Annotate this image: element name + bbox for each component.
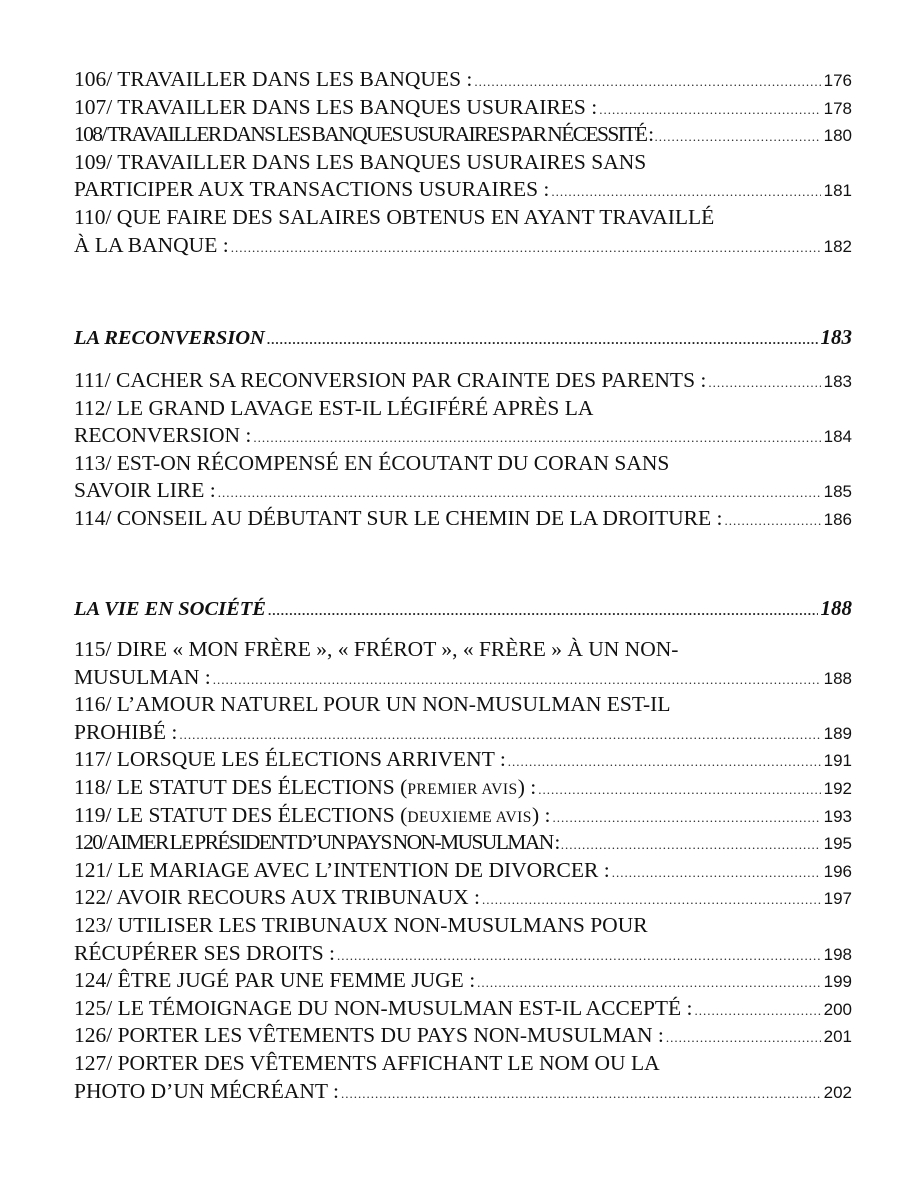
- toc-entry-page: 200: [823, 999, 852, 1019]
- toc-entry-page: 184: [823, 427, 852, 447]
- toc-entry-page: 201: [823, 1027, 852, 1047]
- toc-entry[interactable]: [74, 176, 852, 204]
- toc-entry-page: 192: [823, 778, 852, 798]
- toc-entry-title: 126/ PORTER LES VÊTEMENTS DU PAYS NON-MUSULMAN :: [74, 1023, 664, 1048]
- toc-entry-title: 110/ QUE FAIRE DES SALAIRES OBTENUS EN AYANT TRAVAILLÉ: [74, 204, 715, 229]
- toc-entry-page: 183: [823, 372, 852, 391]
- leader-dots: [253, 431, 820, 444]
- toc-entry[interactable]: [74, 995, 852, 1023]
- toc-entry-continued[interactable]: [74, 395, 852, 423]
- leader-dots: [561, 838, 821, 851]
- toc-entry-title: PROHIBÉ :: [74, 719, 178, 744]
- toc-entry-title: 125/ LE TÉMOIGNAGE DU NON-MUSULMAN EST-IL ACCEPTÉ :: [74, 995, 693, 1020]
- toc-entry-continued[interactable]: [74, 636, 852, 664]
- toc-entry-title: MUSULMAN :: [74, 664, 211, 689]
- toc-entry[interactable]: [74, 505, 852, 533]
- toc-entry-page: 191: [823, 751, 852, 771]
- toc-entry-title: 112/ LE GRAND LAVAGE EST-IL LÉGIFÉRÉ APRÈS LA: [74, 395, 594, 420]
- leader-dots: [482, 893, 821, 906]
- toc-group-societe: [74, 636, 852, 1105]
- toc-group-banques: [74, 66, 852, 259]
- toc-entry-page: 196: [823, 861, 852, 881]
- leader-dots: [655, 130, 821, 143]
- toc-entry-title: [74, 802, 550, 832]
- toc-entry-title-note: PREMIER AVIS: [407, 780, 518, 798]
- toc-entry[interactable]: [74, 857, 852, 885]
- leader-dots: [268, 604, 818, 617]
- leader-dots: [213, 673, 821, 686]
- toc-entry[interactable]: [74, 719, 852, 747]
- toc-entry[interactable]: [74, 1022, 852, 1050]
- section-heading-reconversion[interactable]: [74, 322, 852, 352]
- leader-dots: [341, 1087, 821, 1100]
- toc-entry-title: 111/ CACHER SA RECONVERSION PAR CRAINTE DES PARENTS :: [74, 368, 707, 392]
- leader-dots: [267, 333, 818, 346]
- leader-dots: [552, 811, 820, 824]
- toc-entry-page: 176: [823, 71, 852, 90]
- section-title: LA VIE EN SOCIÉTÉ: [74, 598, 266, 620]
- toc-entry-title: RECONVERSION :: [74, 423, 252, 448]
- section-title: LA RECONVERSION: [74, 327, 265, 349]
- toc-entry-page: 181: [823, 181, 852, 201]
- toc-entry-title-main: 119/ LE STATUT DES ÉLECTIONS (: [74, 802, 408, 827]
- toc-entry-title: PARTICIPER AUX TRANSACTIONS USURAIRES :: [74, 177, 550, 202]
- leader-dots: [179, 728, 820, 741]
- toc-entry-title: SAVOIR LIRE :: [74, 478, 216, 503]
- toc-entry-page: 180: [823, 126, 852, 146]
- toc-entry[interactable]: [74, 66, 852, 94]
- toc-entry[interactable]: [74, 774, 852, 802]
- toc-entry-title: 106/ TRAVAILLER DANS LES BANQUES :: [74, 67, 473, 91]
- toc-entry[interactable]: [74, 940, 852, 968]
- toc-entry-page: 188: [823, 668, 852, 688]
- toc-entry-title: 108/ TRAVAILLER DANS LES BANQUES USURAIRES PAR NÉCESSITÉ :: [74, 122, 653, 147]
- toc-entry-title: 114/ CONSEIL AU DÉBUTANT SUR LE CHEMIN DE LA DROITURE :: [74, 505, 723, 530]
- toc-entry-title-main: 118/ LE STATUT DES ÉLECTIONS (: [74, 774, 408, 799]
- leader-dots: [724, 514, 820, 527]
- leader-dots: [337, 949, 821, 962]
- toc-entry-page: 198: [823, 944, 852, 964]
- leader-dots: [538, 783, 820, 796]
- toc-entry[interactable]: [74, 477, 852, 505]
- leader-dots: [551, 185, 820, 198]
- toc-entry-page: 193: [823, 806, 852, 826]
- toc-entry-page: 185: [823, 482, 852, 502]
- section-page: 188: [820, 596, 852, 620]
- toc-entry-title-note: DEUXIEME AVIS: [407, 808, 532, 826]
- toc-entry-page: 189: [823, 723, 852, 743]
- toc-entry-page: 195: [823, 834, 852, 854]
- toc-entry-title: 120/ AIMER LE PRÉSIDENT D’UN PAYS NON-MUSULMAN :: [74, 830, 559, 855]
- toc-entry-title: RÉCUPÉRER SES DROITS :: [74, 940, 336, 965]
- leader-dots: [612, 866, 821, 879]
- toc-entry-title: 107/ TRAVAILLER DANS LES BANQUES USURAIRES :: [74, 94, 598, 119]
- toc-entry-continued[interactable]: [74, 149, 852, 177]
- toc-entry-title: 127/ PORTER DES VÊTEMENTS AFFICHANT LE NOM OU LA: [74, 1050, 660, 1075]
- toc-entry-title: [74, 774, 536, 804]
- toc-entry-page: 202: [823, 1082, 852, 1102]
- toc-entry[interactable]: [74, 829, 852, 857]
- toc-entry-title: 116/ L’AMOUR NATUREL POUR UN NON-MUSULMAN EST-IL: [74, 692, 671, 717]
- toc-entry-title: 123/ UTILISER LES TRIBUNAUX NON-MUSULMANS POUR: [74, 912, 648, 937]
- toc-entry[interactable]: [74, 967, 852, 995]
- toc-entry-title: À LA BANQUE :: [74, 232, 229, 257]
- toc-entry-page: 178: [823, 98, 852, 118]
- toc-entry-continued[interactable]: [74, 691, 852, 719]
- toc-entry-title-end: ) :: [517, 774, 537, 799]
- toc-entry-title: PHOTO D’UN MÉCRÉANT :: [74, 1078, 339, 1103]
- toc-entry[interactable]: [74, 746, 852, 774]
- toc-entry-page: 186: [823, 509, 852, 529]
- leader-dots: [695, 1004, 821, 1017]
- toc-entry-title: 117/ LORSQUE LES ÉLECTIONS ARRIVENT :: [74, 747, 506, 772]
- toc-entry-title: 109/ TRAVAILLER DANS LES BANQUES USURAIRES SANS: [74, 149, 647, 174]
- toc-entry[interactable]: [74, 367, 852, 395]
- toc-entry[interactable]: [74, 664, 852, 692]
- leader-dots: [474, 75, 820, 88]
- leader-dots: [508, 755, 821, 768]
- toc-entry-continued[interactable]: [74, 450, 852, 478]
- toc-entry-title: 115/ DIRE « MON FRÈRE », « FRÉROT », « FRÈRE » À UN NON-: [74, 637, 679, 661]
- leader-dots: [708, 376, 820, 389]
- section-heading-societe[interactable]: [74, 593, 852, 623]
- toc-entry[interactable]: [74, 232, 852, 260]
- toc-entry-title-end: ) :: [531, 802, 551, 827]
- leader-dots: [231, 241, 821, 254]
- toc-entry-title: 113/ EST-ON RÉCOMPENSÉ EN ÉCOUTANT DU CORAN SANS: [74, 450, 670, 475]
- leader-dots: [477, 976, 820, 989]
- toc-entry-title: 124/ ÊTRE JUGÉ PAR UNE FEMME JUGE :: [74, 968, 476, 993]
- toc-entry[interactable]: [74, 121, 852, 149]
- toc-entry-continued[interactable]: [74, 1050, 852, 1078]
- toc-entry-page: 197: [823, 889, 852, 909]
- toc-entry[interactable]: [74, 94, 852, 122]
- section-page: 183: [820, 325, 852, 349]
- toc-entry-continued[interactable]: [74, 204, 852, 232]
- leader-dots: [218, 486, 821, 499]
- leader-dots: [666, 1031, 821, 1044]
- toc-entry[interactable]: [74, 802, 852, 830]
- toc-entry[interactable]: [74, 1078, 852, 1106]
- toc-entry-page: 182: [823, 236, 852, 256]
- leader-dots: [599, 103, 820, 116]
- toc-group-reconversion: [74, 367, 852, 533]
- toc-entry-title: 122/ AVOIR RECOURS AUX TRIBUNAUX :: [74, 885, 480, 910]
- toc-entry-title: 121/ LE MARIAGE AVEC L’INTENTION DE DIVORCER :: [74, 857, 610, 882]
- toc-entry-continued[interactable]: [74, 912, 852, 940]
- toc-entry[interactable]: [74, 422, 852, 450]
- toc-entry[interactable]: [74, 884, 852, 912]
- toc-entry-page: 199: [823, 972, 852, 992]
